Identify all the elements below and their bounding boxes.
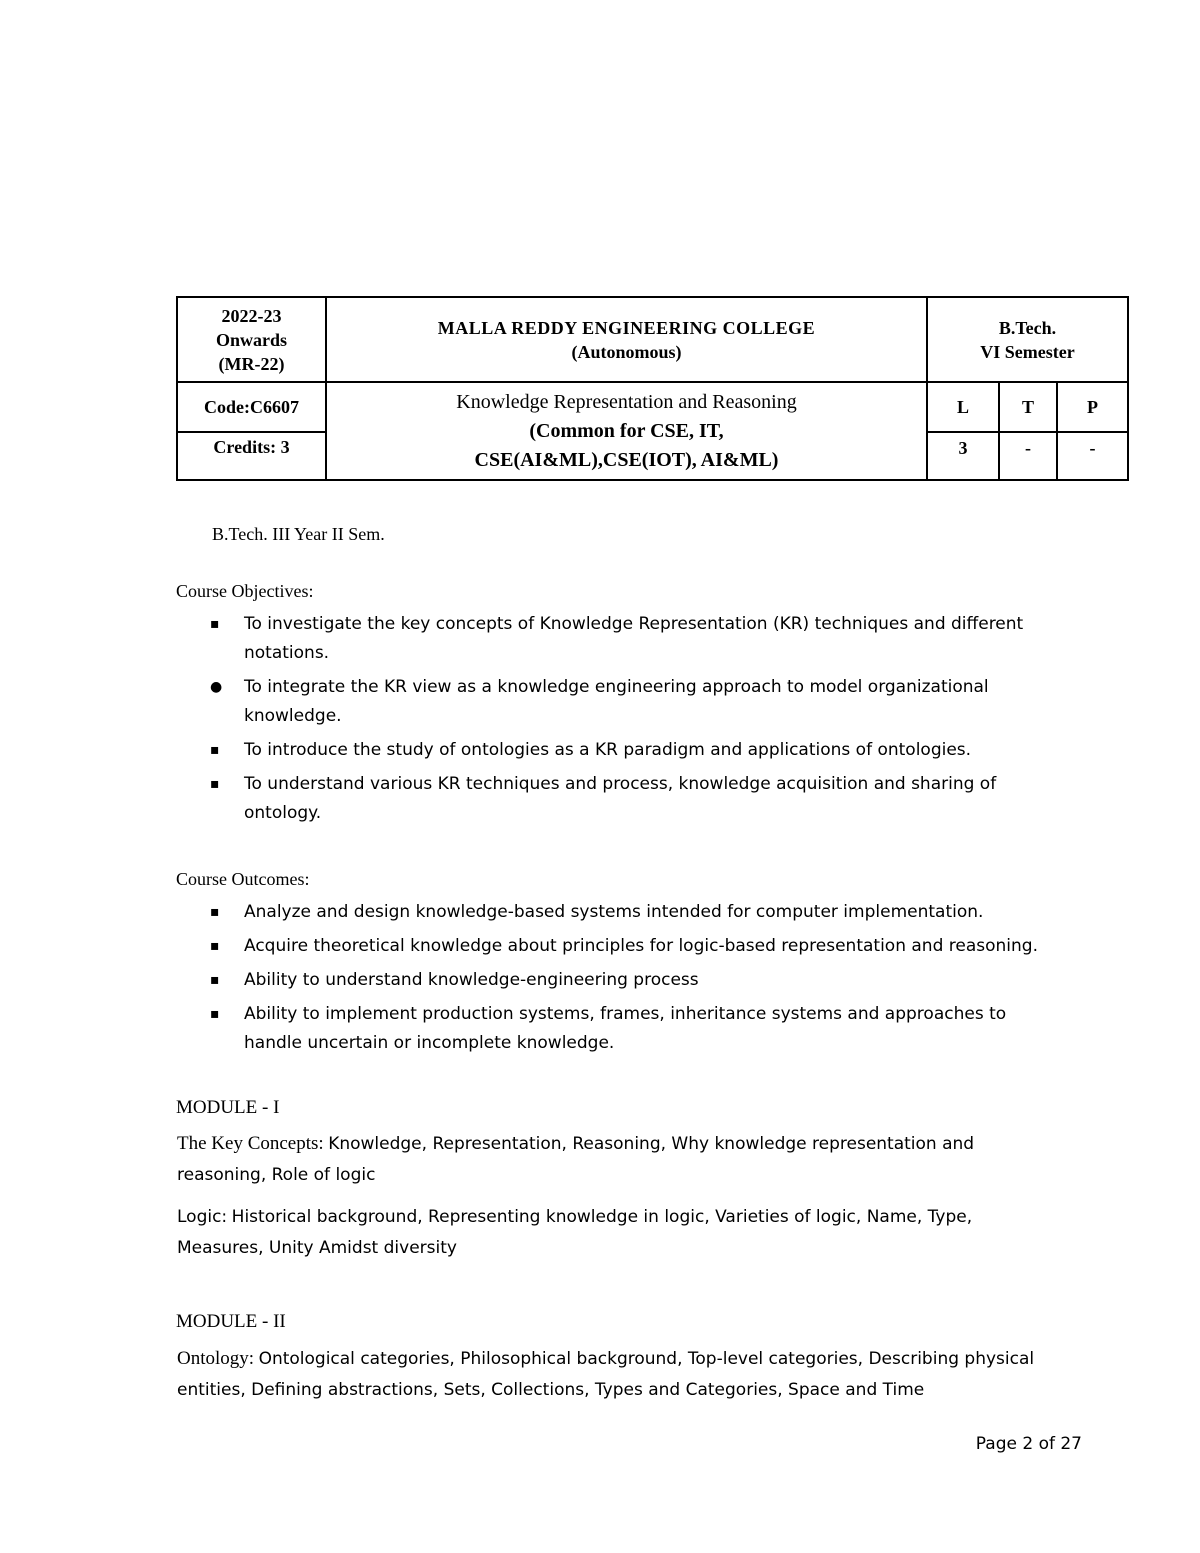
- list-item: [206, 736, 1064, 765]
- bullet-icon: ▪: [210, 616, 220, 632]
- module-1-key-concepts-label: The Key Concepts:: [177, 1133, 324, 1154]
- p-label: P: [1087, 397, 1098, 417]
- module-2-title: MODULE - II: [176, 1311, 286, 1332]
- list-item: [206, 898, 1064, 927]
- list-item: [206, 966, 1064, 995]
- l-value-cell: [928, 433, 998, 463]
- outcomes-list: [206, 898, 1064, 1063]
- outcome-text: Analyze and design knowledge-based systems intended for computer implementation.: [244, 902, 984, 922]
- module-2-ontology-label: Ontology:: [177, 1348, 255, 1369]
- module-2-ontology-text: Ontological categories, Philosophical background, Top-level categories, Describing physical entities, Defining abstractions, Sets, Collections, Types and Categories, Space and Time: [177, 1349, 1035, 1400]
- year-text: 2022-23: [221, 305, 282, 326]
- onwards-text: Onwards: [215, 329, 287, 350]
- list-item: [206, 770, 1064, 828]
- bullet-icon: ▪: [210, 742, 220, 758]
- list-item: [206, 673, 1064, 731]
- course-title: Knowledge Representation and Reasoning: [456, 390, 797, 413]
- page-number: Page 2 of 27: [975, 1434, 1082, 1454]
- module-2-paragraph-1: [177, 1343, 1057, 1405]
- common-for-line2: CSE(AI&ML),CSE(IOT), AI&ML): [474, 448, 779, 471]
- college-cell: [327, 298, 926, 381]
- bullet-icon: ▪: [210, 938, 220, 954]
- t-value: -: [1025, 438, 1031, 458]
- bullet-icon: ●: [210, 679, 223, 695]
- common-for-line1: (Common for CSE, IT,: [529, 419, 724, 442]
- course-header-table: [176, 296, 1129, 481]
- module-1-paragraph-1: [177, 1128, 1057, 1190]
- semester-text: VI Semester: [980, 341, 1075, 362]
- program-cell: [928, 298, 1127, 381]
- bullet-icon: ▪: [210, 904, 220, 920]
- t-value-cell: [1000, 433, 1056, 463]
- module-1-paragraph-2: [177, 1201, 1057, 1263]
- outcome-text: Ability to implement production systems, frames, inheritance systems and approaches to handle uncertain or incomplete knowledge.: [244, 1004, 1007, 1053]
- program-text: B.Tech.: [998, 317, 1057, 338]
- bullet-icon: ▪: [210, 972, 220, 988]
- outcomes-title: Course Outcomes:: [176, 869, 310, 889]
- t-label: T: [1021, 397, 1034, 417]
- bullet-icon: ▪: [210, 1006, 220, 1022]
- objective-text: To understand various KR techniques and process, knowledge acquisition and sharing of ontology.: [244, 774, 997, 823]
- objectives-title: Course Objectives:: [176, 581, 314, 601]
- bullet-icon: ▪: [210, 776, 220, 792]
- p-header: [1058, 383, 1127, 431]
- p-value-cell: [1058, 433, 1127, 463]
- college-name: MALLA REDDY ENGINEERING COLLEGE: [437, 317, 816, 338]
- course-code: Code:C6607: [204, 397, 299, 417]
- l-value: 3: [958, 438, 968, 458]
- autonomous-text: (Autonomous): [571, 341, 682, 362]
- l-label: L: [956, 397, 969, 417]
- t-header: [1000, 383, 1056, 431]
- module-1-title: MODULE - I: [176, 1097, 280, 1118]
- outcome-text: Ability to understand knowledge-engineering process: [244, 970, 699, 990]
- list-item: [206, 1000, 1064, 1058]
- regulation-text: (MR-22): [218, 353, 285, 374]
- p-value: -: [1089, 438, 1096, 458]
- module-1-key-concepts-text: Knowledge, Representation, Reasoning, Why knowledge representation and reasoning, Role of logic: [177, 1134, 975, 1185]
- credits-cell: [178, 433, 325, 461]
- list-item: [206, 932, 1064, 961]
- module-1-logic-label: Logic:: [177, 1207, 228, 1227]
- module-1-logic-text: Historical background, Representing knowledge in logic, Varieties of logic, Name, Type, Measures, Unity Amidst diversity: [177, 1207, 973, 1258]
- list-item: [206, 610, 1064, 668]
- objectives-list: [206, 610, 1064, 833]
- objective-text: To integrate the KR view as a knowledge engineering approach to model organizational knowledge.: [244, 677, 989, 726]
- l-header: [928, 383, 998, 431]
- objective-text: To introduce the study of ontologies as a KR paradigm and applications of ontologies.: [244, 740, 972, 760]
- course-title-cell: [327, 383, 926, 479]
- year-sem-text: B.Tech. III Year II Sem.: [212, 524, 385, 544]
- credits-text: Credits: 3: [213, 437, 290, 457]
- course-code-cell: [178, 383, 325, 431]
- outcome-text: Acquire theoretical knowledge about principles for logic-based representation and reasoning.: [244, 936, 1038, 956]
- regulation-cell: [178, 298, 325, 381]
- objective-text: To investigate the key concepts of Knowledge Representation (KR) techniques and different notations.: [244, 614, 1024, 663]
